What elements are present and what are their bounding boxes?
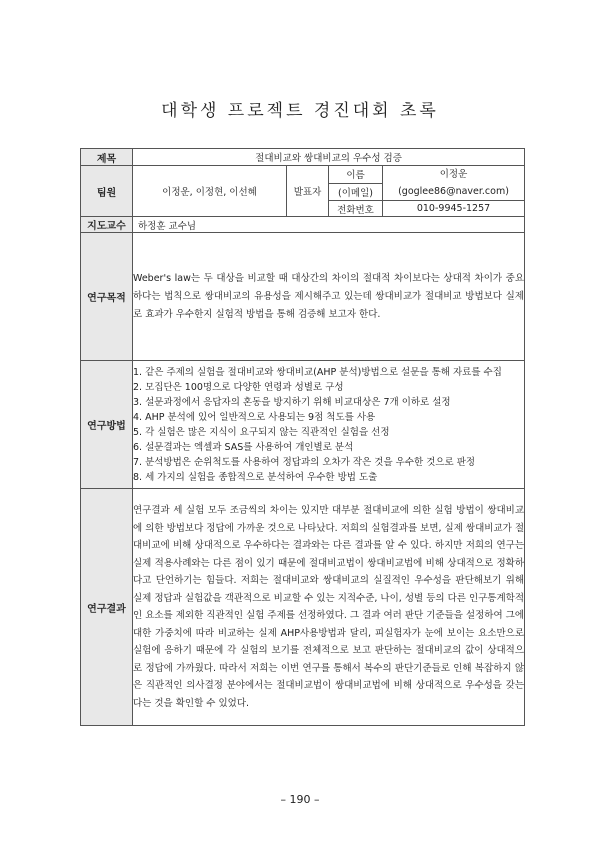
advisor-label: 지도교수 xyxy=(81,217,133,233)
presenter-phone: 010-9945-1257 xyxy=(383,201,525,217)
method-item: 3. 설문과정에서 응답자의 혼동을 방지하기 위해 비교대상은 7개 이하로 설정 xyxy=(133,396,451,408)
name-label: 이름 xyxy=(329,166,383,184)
result-text: 연구결과 세 실험 모두 조금씩의 차이는 있지만 대부분 절대비교에 의한 실험 방법이 쌍대비교에 의한 방법보다 정답에 가까운 것으로 나타났다. 저희의 실험결과를 보면, 실제 쌍대비교가 절대비교에 비해 상대적으로 우수하다는 결과와는 다른 결과를 알 수 있다. 하지만 저희의 연구는 실제 적용사례와는 다른 점이 있기 때문에 절대비교법이 쌍대비교법에 비해 상대적으로 정확하다고 단언하기는 힘들다. 저희는 절대비교와 쌍대비교의 실질적인 우수성을 판단해보기 위해 실제 정답과 실험값을 객관적으로 비교할 수 있는 지적수준, 나이, 성별 등의 다른 인구통계학적인 요소를 제외한 직관적인 실험 주제를 선정하였다. 그 결과 여러 판단 기준들을 설정하여 그에 대한 가중치에 따라 비교하는 실제 AHP사용방법과 달리, 피실험자가 눈에 보이는 요소만으로 실험에 응하기 때문에 각 실험의 보기를 전체적으로 보고 판단하는 절대비교의 값이 상대적으로 정답에 가까웠다. 따라서 저희는 이번 연구를 통해서 복수의 판단기준들로 인해 복잡하지 않은 직관적인 의사결정 분야에서는 절대비교법이 쌍대비교법에 비해 상대적으로 우수성을 갖는다는 것을 확인할 수 있었다. xyxy=(133,489,525,726)
method-item: 6. 설문결과는 엑셀과 SAS를 사용하여 개인별로 분석 xyxy=(133,441,354,453)
team-label: 팀원 xyxy=(81,166,133,217)
method-item: 1. 같은 주제의 실험을 절대비교와 쌍대비교(AHP 분석)방법으로 설문을 통해 자료를 수집 xyxy=(133,366,502,378)
method-item: 4. AHP 분석에 있어 일반적으로 사용되는 9점 척도를 사용 xyxy=(133,411,376,423)
advisor-value: 하정훈 교수님 xyxy=(133,217,525,233)
method-item: 5. 각 실험은 많은 지식이 요구되지 않는 직관적인 실험을 선정 xyxy=(133,426,390,438)
page-number: – 190 – xyxy=(280,793,320,806)
method-item: 2. 모집단은 100명으로 다양한 연령과 성별로 구성 xyxy=(133,381,344,393)
document-title: 대학생 프로젝트 경진대회 초록 xyxy=(161,101,439,121)
presenter-label: 발표자 xyxy=(287,166,329,217)
method-row xyxy=(81,361,525,489)
method-item: 7. 분석방법은 순위척도를 사용하여 정답과의 오차가 작은 것을 우수한 것으로 판정 xyxy=(133,456,476,468)
purpose-row xyxy=(81,233,525,361)
email-label: (이메일) xyxy=(329,183,383,201)
result-label: 연구결과 xyxy=(81,489,133,726)
purpose-text: Weber's law는 두 대상을 비교할 때 대상간의 차이의 절대적 차이보다는 상대적 차이가 중요하다는 법칙으로 쌍대비교의 유용성을 제시해주고 있는데 쌍대비교가 절대비교 방법보다 실제로 효과가 우수한지 실험적 방법을 통해 검증해 보고자 한다. xyxy=(133,233,525,361)
purpose-label: 연구목적 xyxy=(81,233,133,361)
method-item: 8. 세 가지의 실험을 종합적으로 분석하여 우수한 방법 도출 xyxy=(133,471,378,483)
advisor-row xyxy=(81,217,525,233)
method-label: 연구방법 xyxy=(81,361,133,489)
presenter-email: (goglee86@naver.com) xyxy=(398,186,509,197)
abstract-table xyxy=(80,148,525,726)
team-row xyxy=(81,166,525,184)
method-list-cell xyxy=(133,361,525,489)
presenter-name-email xyxy=(383,166,525,201)
subject-value: 절대비교와 쌍대비교의 우수성 검증 xyxy=(133,149,525,166)
subject-label: 제목 xyxy=(81,149,133,166)
result-row xyxy=(81,489,525,726)
phone-label: 전화번호 xyxy=(329,201,383,217)
presenter-name: 이정운 xyxy=(439,169,468,180)
subject-row xyxy=(81,149,525,166)
team-members: 이정운, 이정현, 이선혜 xyxy=(133,166,287,217)
method-list xyxy=(133,365,524,485)
